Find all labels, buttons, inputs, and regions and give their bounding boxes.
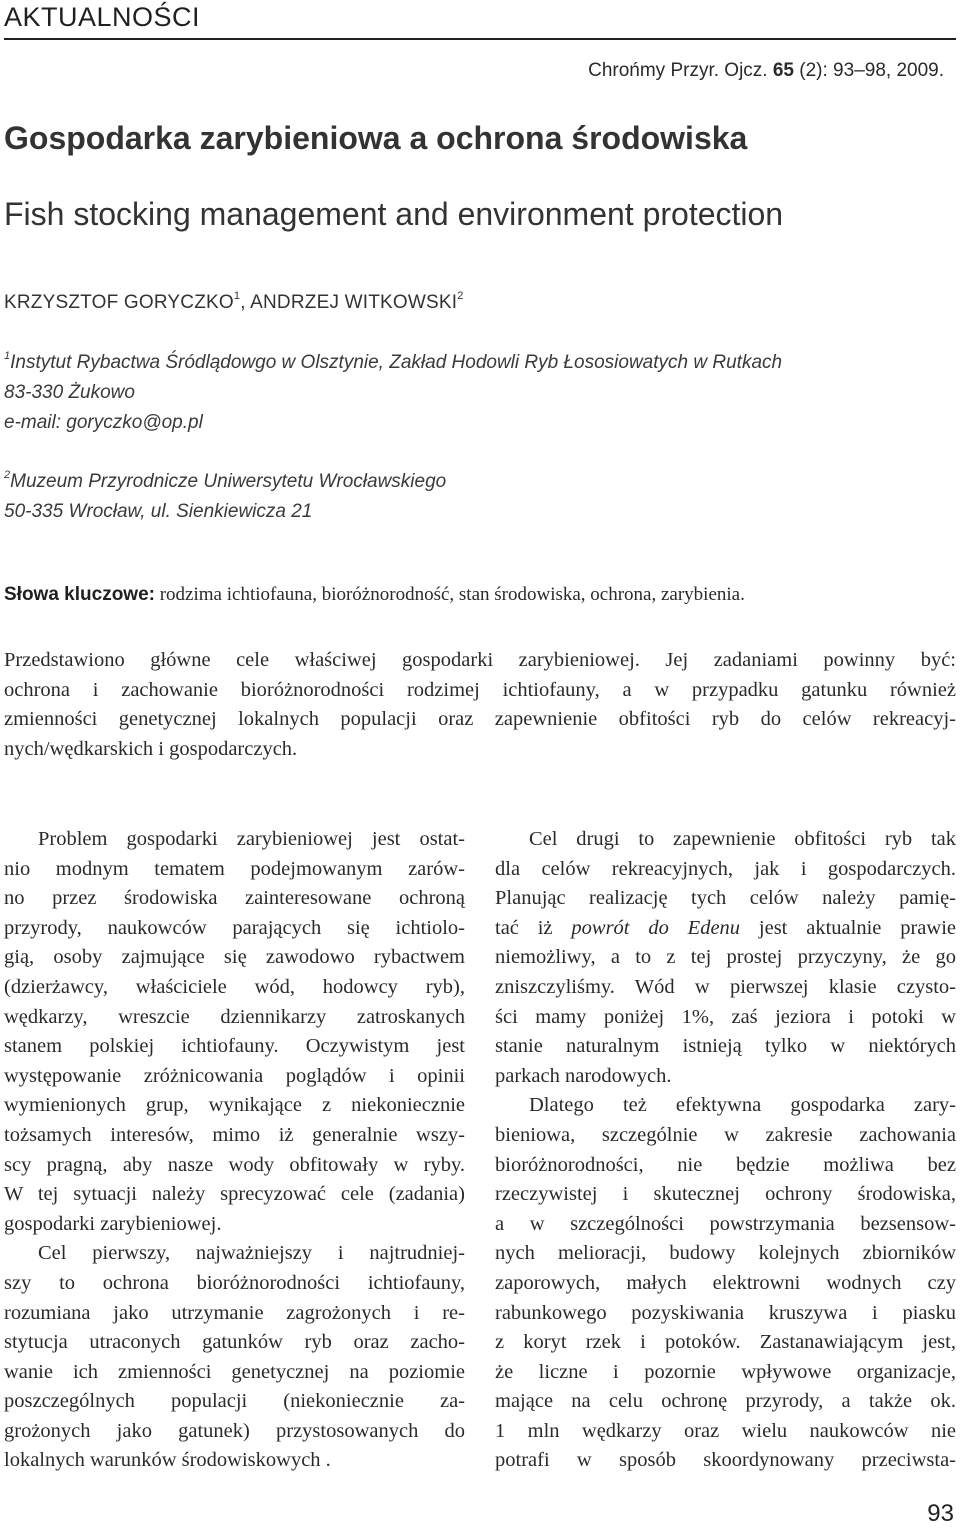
body-line: szy to ochrona bioróżnorodności ichtiofauny, [4,1271,465,1294]
body-line: Cel drugi to zapewnienie obfitości ryb tak [529,828,956,850]
body-line: stytucja utraconych gatunków ryb oraz zacho- [4,1331,465,1354]
body-line: lokalnych warunków środowiskowych . [4,1449,331,1472]
abstract-line: Przedstawiono główne cele właściwej gospodarki zarybieniowej. Jej zadaniami powinny być: [4,649,956,671]
body-line: Problem gospodarki zarybieniowej jest ostat- [38,828,465,850]
body-line: rozumiana jako utrzymanie zagrożonych i re- [4,1301,465,1324]
body-line: scy pragną, aby nasze wody obfitowały w ryby. [4,1153,465,1176]
author-separator: , [240,292,251,313]
body-line: z koryt rzek i potoków. Zastanawiającym jest, [495,1331,956,1354]
keywords-label: Słowa kluczowe: [4,584,155,605]
body-line: poszczególnych populacji (niekoniecznie za- [4,1390,465,1413]
body-line: bieniowa, szczególnie w zakresie zachowania [495,1123,956,1146]
body-line: grożonych jako gatunek) przystosowanych do [4,1419,465,1442]
body-line: nio modnym tematem podejmowanym zarów- [4,857,465,880]
affiliation-1-email: e-mail: goryczko@op.pl [4,412,203,433]
body-line: gią, osoby zajmujące się zawodowo rybactwem [4,946,465,969]
authors [4,289,464,314]
affiliation-1 [4,348,782,438]
affiliation-2-line-2: 50-335 Wrocław, ul. Sienkiewicza 21 [4,501,313,522]
title-polish: Gospodarka zarybieniowa a ochrona środowiska [4,120,748,156]
body-line: stanem polskiej ichtiofauny. Oczywistym jest [4,1035,465,1058]
keywords [4,584,745,606]
body-line: bioróżnorodności, nie będzie możliwa bez [495,1153,956,1176]
body-right-column [495,825,956,1476]
body-line: potrafi w sposób skoordynowany przeciwsta- [495,1449,956,1472]
body-line: tożsamych interesów, mimo iż generalnie wszy- [4,1123,465,1146]
body-line: wymienionych grup, wynikające z niekoniecznie [4,1094,465,1117]
body-line: no przez środowiska zainteresowane ochroną [4,887,465,910]
citation-volume: 65 [772,60,794,81]
body-line: dla celów rekreacyjnych, jak i gospodarczych. [495,857,956,880]
citation [588,60,944,82]
body-line: Dlatego też efektywna gospodarka zary- [529,1094,956,1117]
body-line: rzeczywistej i skutecznej ochrony środowiska, [495,1183,956,1206]
body-line: przyrody, naukowców parających się ichtiolo- [4,916,465,939]
citation-issue-pages-year: (2): 93–98, 2009. [799,60,944,81]
affiliation-1-sup: 1 [4,349,11,362]
body-text: jest aktualnie prawie [740,916,956,939]
body-line: (dzierżawcy, właściciele wód, hodowcy ryb), [4,975,465,998]
body-line: stanie naturalnym istnieją tylko w niektórych [495,1035,956,1058]
body-line: ści mamy poniżej 1%, zaś jeziora i potoki w [495,1005,956,1028]
body-line: że liczne i pozornie wpływowe organizacje, [495,1360,956,1383]
body-line: rabunkowego pozyskiwania kruszywa i piasku [495,1301,956,1324]
body-line [495,914,956,944]
section-header-label: AKTUALNOŚCI [4,2,201,32]
body-line: 1 mln wędkarzy oraz wielu naukowców nie [495,1419,956,1442]
body-line: Cel pierwszy, najważniejszy i najtrudniej- [38,1242,465,1265]
body-italic-phrase: powrót do Edenu [571,916,741,939]
abstract-line: nych/wędkarskich i gospodarczych. [4,737,298,760]
affiliation-2 [4,467,446,527]
author-2: ANDRZEJ WITKOWSKI [250,292,458,313]
abstract-line: zmienności genetycznej lokalnych populacji oraz zapewnienie obfitości ryb do celów rekreacyj- [4,708,956,730]
body-line: W tej sytuacji należy sprecyzować cele (zadania) [4,1183,465,1206]
author-1: KRZYSZTOF GORYCZKO [4,292,234,313]
body-line: niemożliwy, a to z tej prostej przyczyny, że go [495,946,956,969]
body-line: zaporowych, małych elektrowni wodnych czy [495,1271,956,1294]
affiliation-1-line-2: 83-330 Żukowo [4,382,135,403]
body-line: wędkarzy, wreszcie dziennikarzy zatroskanych [4,1005,465,1028]
citation-journal: Chrońmy Przyr. Ojcz. [588,60,768,81]
author-2-sup: 2 [457,289,464,302]
body-line: nych melioracji, budowy kolejnych zbiorników [495,1242,956,1265]
body-text: tać iż [495,916,572,939]
body-line: Planując realizację tych celów należy pamię- [495,887,956,910]
body-line: zniszczyliśmy. Wód w pierwszej klasie czysto- [495,975,956,998]
body-line: mające na celu ochronę przyrody, a także ok. [495,1390,956,1413]
section-header [4,0,956,40]
title-english: Fish stocking management and environment protection [4,196,784,232]
page-number: 93 [927,1500,954,1527]
affiliation-2-line-1: Muzeum Przyrodnicze Uniwersytetu Wrocławskiego [10,471,447,492]
keywords-text: rodzima ichtiofauna, bioróżnorodność, stan środowiska, ochrona, zarybienia. [154,584,745,605]
author-1-sup: 1 [233,289,241,302]
affiliation-2-sup: 2 [4,468,11,481]
body-line: wanie ich zmienności genetycznej na poziomie [4,1360,465,1383]
abstract [4,646,956,764]
body-line: występowanie zróżnicowania poglądów i opinii [4,1064,465,1087]
body-left-column [4,825,465,1476]
body-line: a w szczególności powstrzymania bezsensow- [495,1212,956,1235]
affiliation-1-line-1: Instytut Rybactwa Śródlądowgo w Olsztynie, Zakład Hodowli Ryb Łososiowatych w Rutkach [10,352,783,373]
body-line: gospodarki zarybieniowej. [4,1212,222,1235]
body-line: parkach narodowych. [495,1064,672,1087]
abstract-line: ochrona i zachowanie bioróżnorodności rodzimej ichtiofauny, a w przypadku gatunku również [4,678,956,701]
